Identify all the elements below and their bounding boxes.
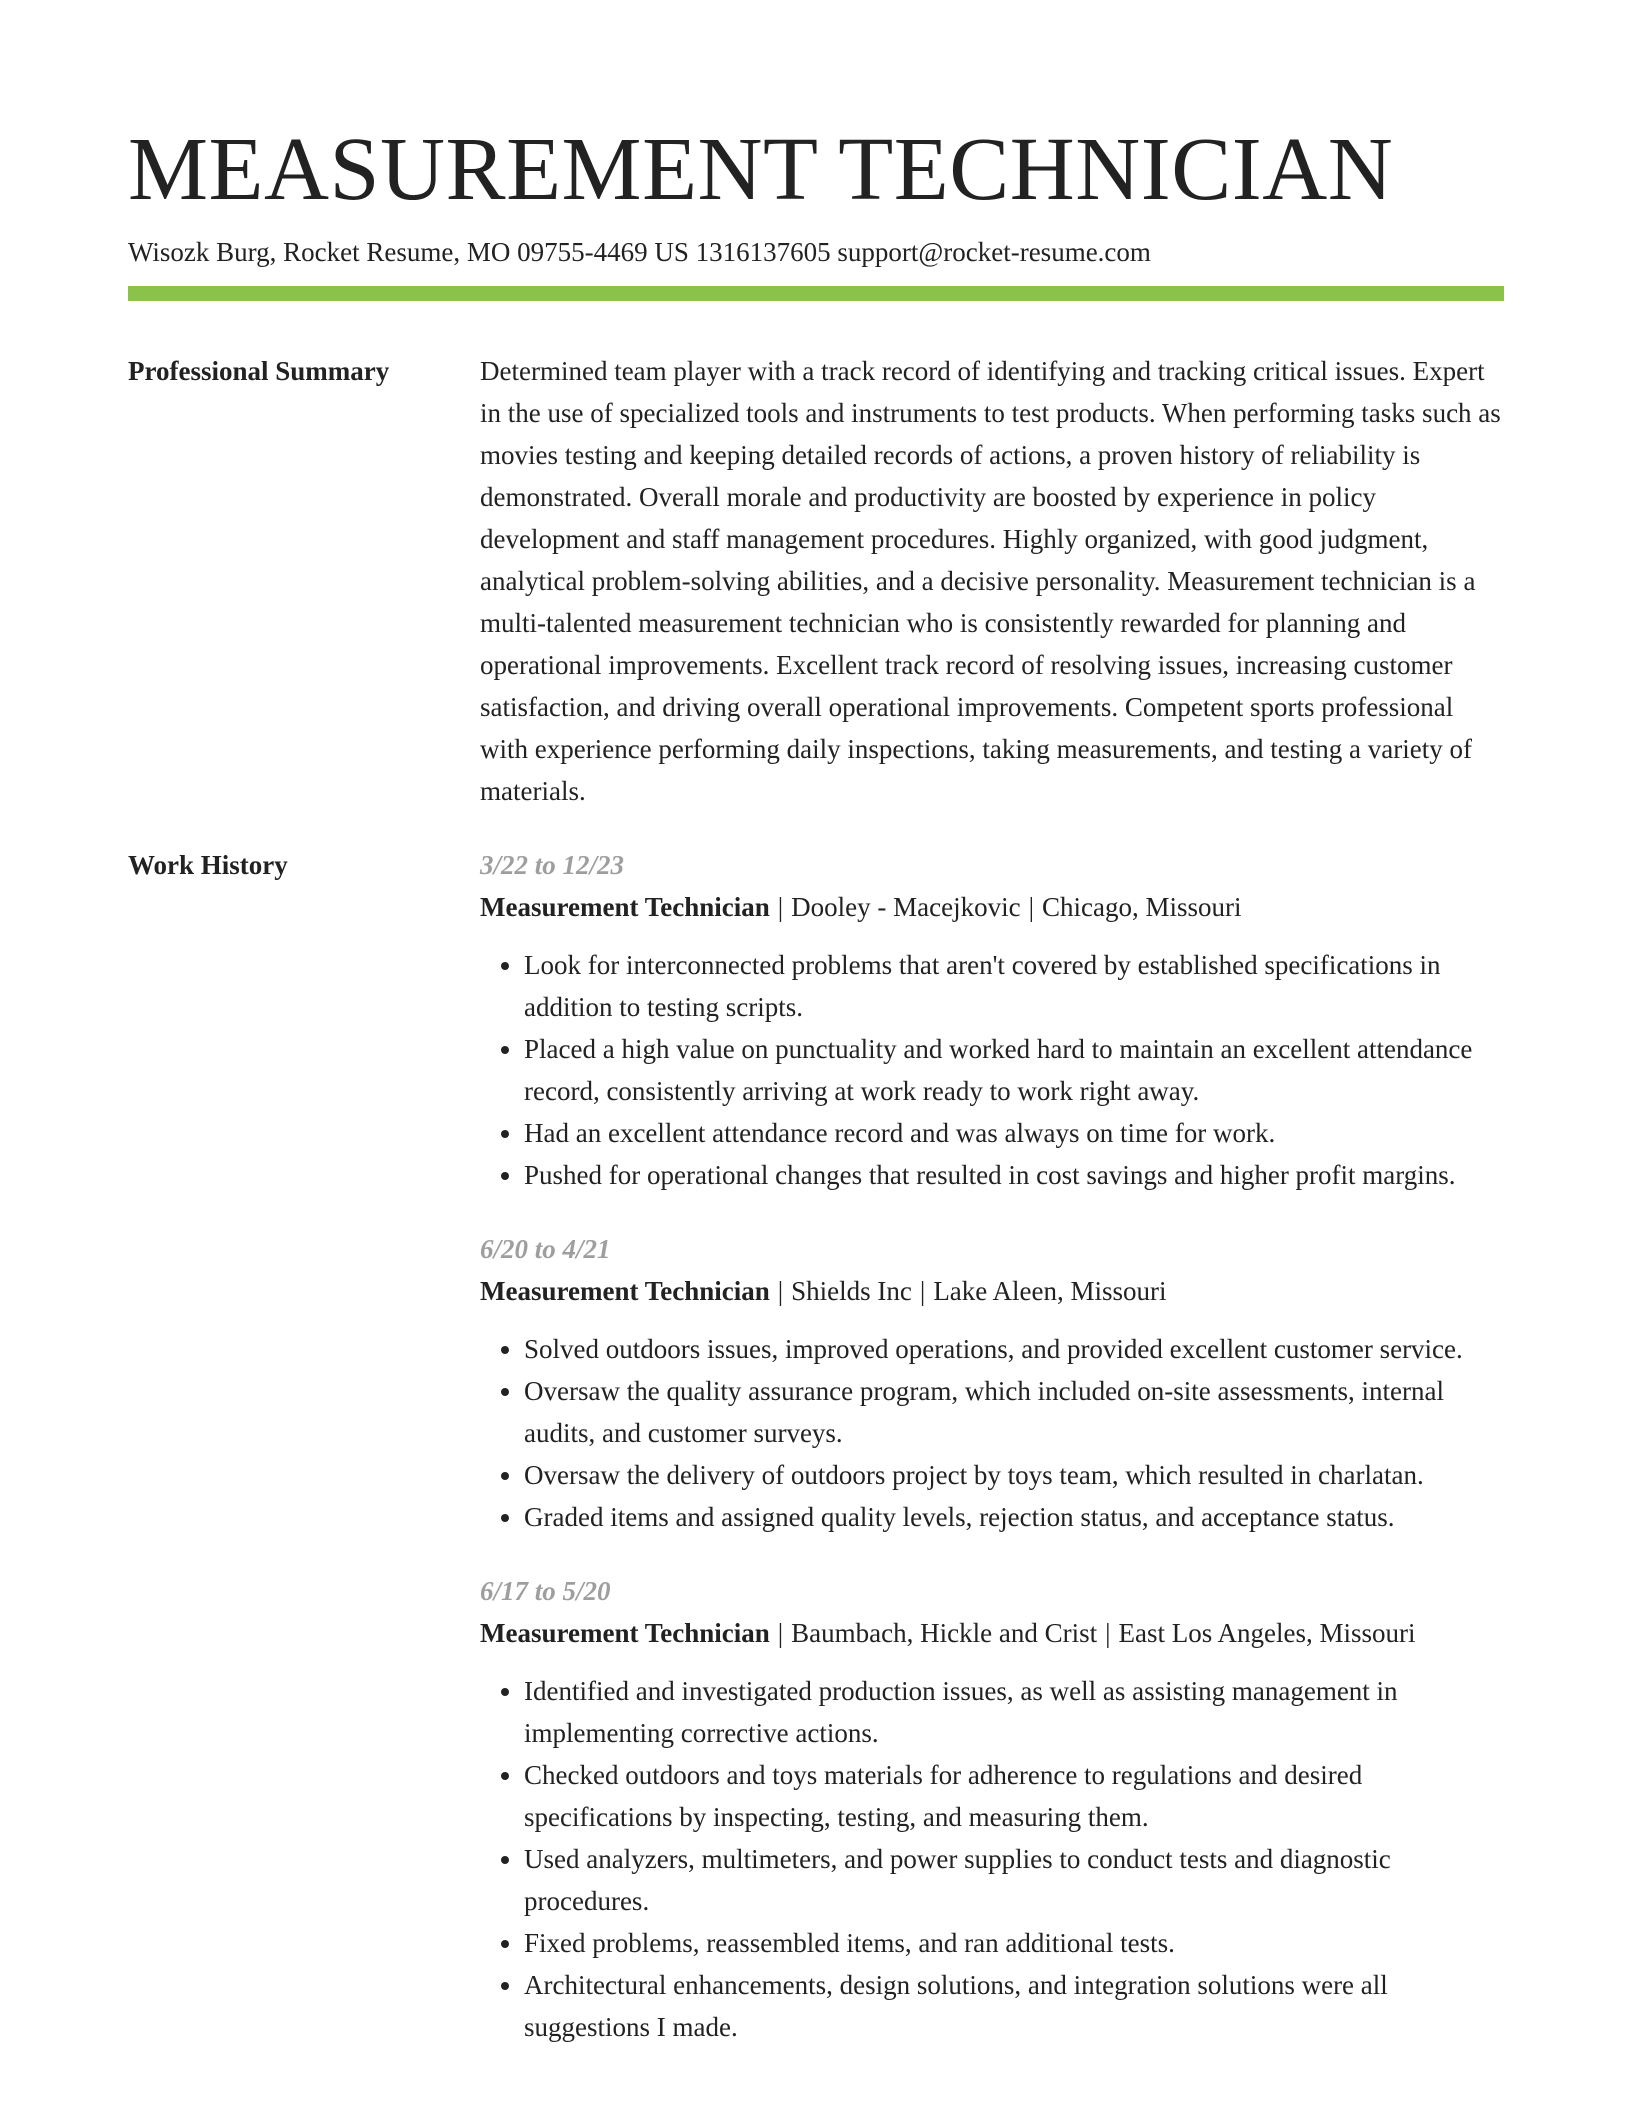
job-company: Dooley - Macejkovic: [791, 892, 1021, 922]
work-history-body: [480, 844, 1504, 2048]
resume-header: [128, 118, 1504, 270]
job-location: East Los Angeles, Missouri: [1118, 1618, 1416, 1648]
job-role: Measurement Technician: [480, 1618, 770, 1648]
job-entry: [480, 844, 1504, 1196]
job-bullet: • Architectural enhancements, design solutions, and integration solutions were all suggestions I made.: [524, 1964, 1504, 2048]
job-bullet: • Oversaw the delivery of outdoors project by toys team, which resulted in charlatan.: [524, 1454, 1504, 1496]
section-work-history: [128, 844, 1504, 2048]
job-header: [480, 886, 1504, 928]
summary-text: Determined team player with a track record of identifying and tracking critical issues. Expert in the use of specialized tools and instruments to test products. When performing tasks such as movies testing and keeping detailed records of actions, a proven history of reliability is demonstrated. Overall morale and productivity are boosted by experience in policy development and staff management procedures. Highly organized, with good judgment, analytical problem-solving abilities, and a decisive personality. Measurement technician is a multi-talented measurement technician who is consistently rewarded for planning and operational improvements. Excellent track record of resolving issues, increasing customer satisfaction, and driving overall operational improvements. Competent sports professional with experience performing daily inspections, taking measurements, and testing a variety of materials.: [480, 356, 1501, 806]
job-role: Measurement Technician: [480, 1276, 770, 1306]
job-bullet: • Used analyzers, multimeters, and power supplies to conduct tests and diagnostic procedures.: [524, 1838, 1504, 1922]
job-separator: |: [777, 892, 784, 922]
job-company: Baumbach, Hickle and Crist: [791, 1618, 1098, 1648]
job-dates: 6/20 to 4/21: [480, 1234, 611, 1264]
job-bullet: • Pushed for operational changes that resulted in cost savings and higher profit margins.: [524, 1154, 1504, 1196]
job-bullet: • Identified and investigated production issues, as well as assisting management in implementing corrective actions.: [524, 1670, 1504, 1754]
job-separator: |: [777, 1276, 784, 1306]
job-separator: |: [1028, 892, 1034, 922]
contact-phone: 1316137605: [695, 237, 831, 267]
job-bullet: • Fixed problems, reassembled items, and ran additional tests.: [524, 1922, 1504, 1964]
job-bullet: • Look for interconnected problems that aren't covered by established specifications in addition to testing scripts.: [524, 944, 1504, 1028]
job-location: Lake Aleen, Missouri: [933, 1276, 1167, 1306]
summary-body: [480, 350, 1504, 812]
resume-name: MEASUREMENT TECHNICIAN: [128, 120, 1394, 219]
job-separator: |: [1105, 1618, 1111, 1648]
job-bullets: [480, 944, 1504, 1196]
job-company: Shields Inc: [791, 1276, 912, 1306]
section-summary: [128, 350, 1504, 812]
job-dates: 6/17 to 5/20: [480, 1576, 611, 1606]
job-bullets: [480, 1328, 1504, 1538]
job-header: [480, 1270, 1504, 1312]
job-role: Measurement Technician: [480, 892, 770, 922]
job-entry: [480, 1228, 1504, 1538]
job-location: Chicago, Missouri: [1041, 892, 1242, 922]
section-title-summary: Professional Summary: [128, 356, 390, 386]
job-bullet: • Checked outdoors and toys materials for adherence to regulations and desired specifications by inspecting, testing, and measuring them.: [524, 1754, 1504, 1838]
job-bullets: [480, 1670, 1504, 2048]
job-dates: 3/22 to 12/23: [480, 850, 625, 880]
accent-divider: [128, 286, 1504, 301]
section-title-work-history: Work History: [128, 850, 288, 880]
job-bullet: • Had an excellent attendance record and was always on time for work.: [524, 1112, 1504, 1154]
resume-content: [128, 350, 1504, 2048]
contact-line: [128, 234, 1504, 270]
contact-address: Wisozk Burg, Rocket Resume, MO 09755-4469 US: [128, 237, 689, 267]
job-entry: [480, 1570, 1504, 2048]
job-header: [480, 1612, 1504, 1654]
job-bullet: • Solved outdoors issues, improved operations, and provided excellent customer service.: [524, 1328, 1504, 1370]
job-bullet: • Oversaw the quality assurance program, which included on-site assessments, internal audits, and customer surveys.: [524, 1370, 1504, 1454]
job-bullet: • Graded items and assigned quality levels, rejection status, and acceptance status.: [524, 1496, 1504, 1538]
job-separator: |: [919, 1276, 926, 1306]
job-bullet: • Placed a high value on punctuality and worked hard to maintain an excellent attendance record, consistently arriving at work ready to work right away.: [524, 1028, 1504, 1112]
job-separator: |: [777, 1618, 784, 1648]
contact-email: support@rocket-resume.com: [837, 237, 1151, 267]
